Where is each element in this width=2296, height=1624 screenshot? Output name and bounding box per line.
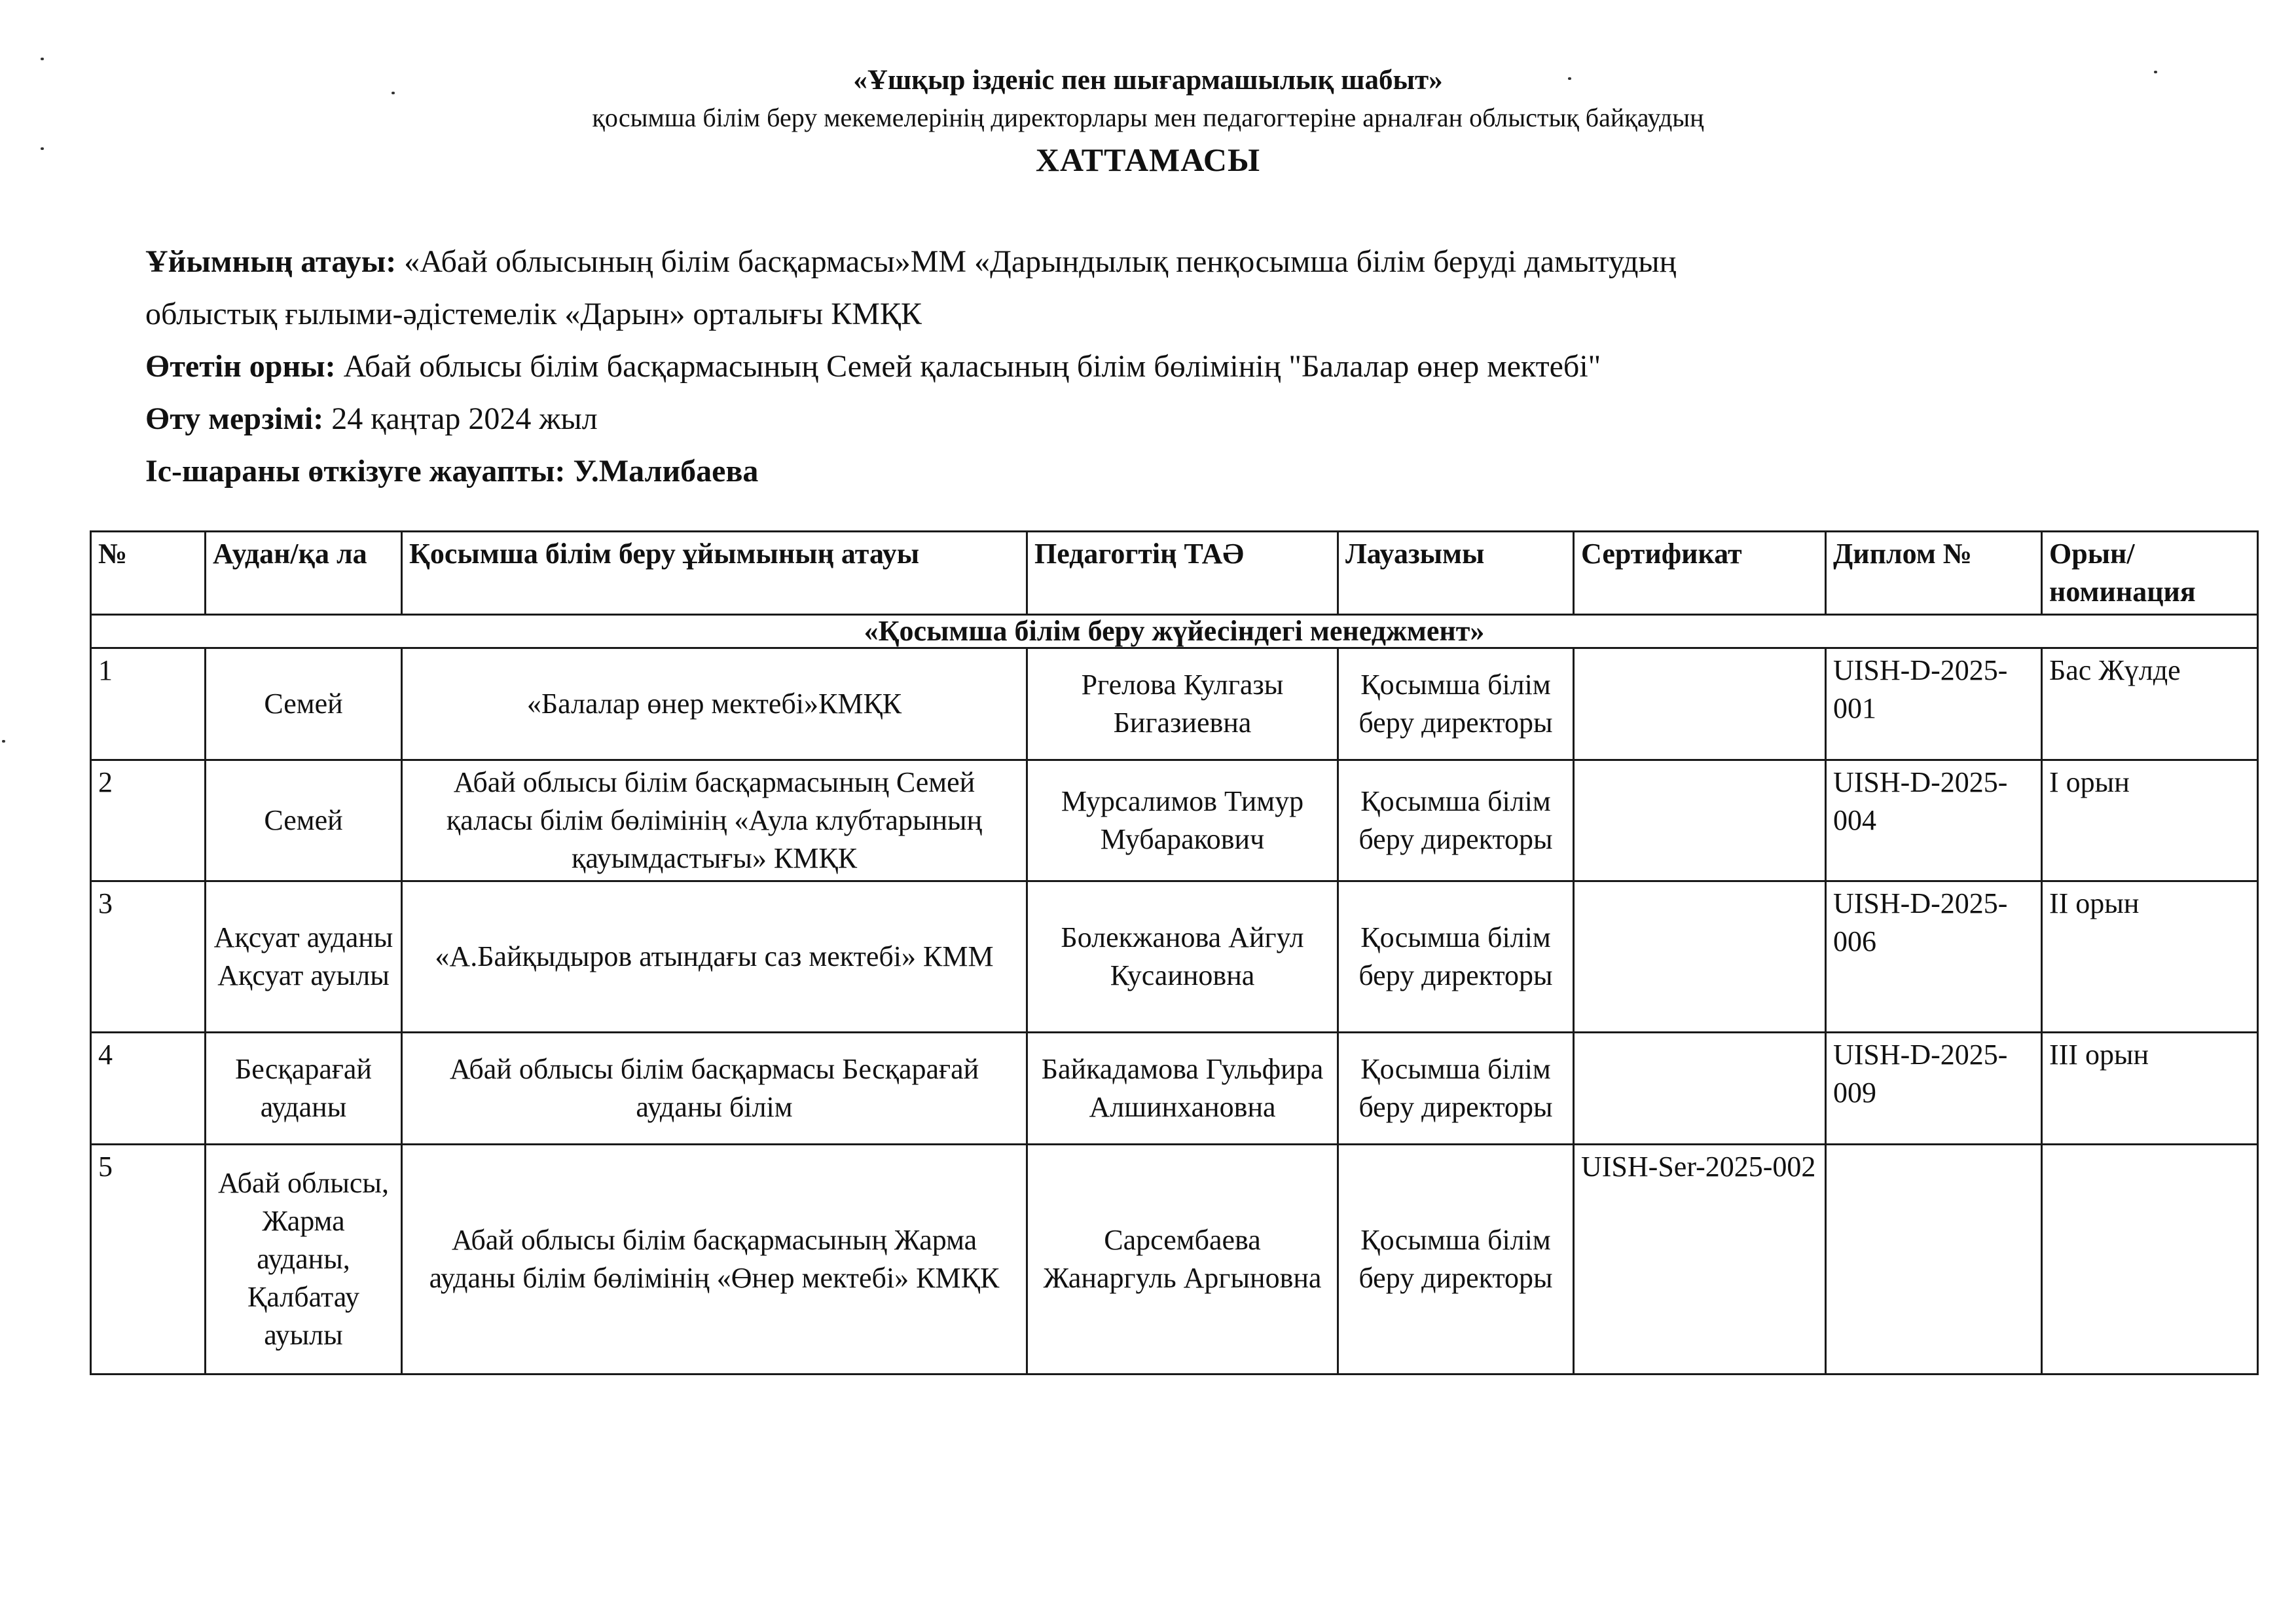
- cell-certificate: [1574, 648, 1826, 760]
- cell-certificate: UISH-Ser-2025-002: [1574, 1145, 1826, 1375]
- cell-certificate: [1574, 760, 1826, 881]
- place-label: Өтетін орны:: [145, 349, 336, 384]
- cell-district: Семей: [206, 760, 402, 881]
- organization-label: Ұйымның атауы:: [145, 244, 397, 279]
- table-row: [91, 1145, 2258, 1375]
- cell-certificate: [1574, 881, 1826, 1033]
- header-number: №: [91, 532, 206, 615]
- place-value: Абай облысы білім басқармасының Семей қаласының білім бөлімінің "Балалар өнер мектебі": [343, 349, 1601, 384]
- responsible-row: [145, 445, 2175, 498]
- organization-value-line2: облыстық ғылыми-әдістемелік «Дарын» орталығы КМҚК: [145, 297, 922, 331]
- date-value: 24 қаңтар 2024 жыл: [331, 401, 598, 436]
- cell-teacher-name: Болекжанова Айгул Кусаиновна: [1027, 881, 1338, 1033]
- scan-speck: [2, 740, 5, 743]
- cell-organization: Абай облысы білім басқармасының Жарма ауданы білім бөлімінің «Өнер мектебі» КМҚК: [402, 1145, 1027, 1375]
- section-row: [91, 615, 2258, 648]
- cell-place: ІІ орын: [2042, 881, 2258, 1033]
- place-row: [145, 341, 2175, 393]
- cell-organization: «Балалар өнер мектебі»КМҚК: [402, 648, 1027, 760]
- event-info: [145, 236, 2175, 498]
- cell-position: Қосымша білім беру директоры: [1338, 648, 1574, 760]
- header-certificate: Сертификат: [1574, 532, 1826, 615]
- header-diploma: Диплом №: [1826, 532, 2042, 615]
- scan-speck: [41, 58, 44, 60]
- organization-row-continued: [145, 288, 2175, 341]
- cell-district: Абай облысы, Жарма ауданы, Қалбатау ауылы: [206, 1145, 402, 1375]
- cell-teacher-name: Сарсембаева Жанаргуль Аргыновна: [1027, 1145, 1338, 1375]
- table-row: [91, 881, 2258, 1033]
- organization-row: [145, 236, 2175, 288]
- cell-number: 4: [91, 1033, 206, 1145]
- cell-organization: Абай облысы білім басқармасының Семей қаласы білім бөлімінің «Аула клубтарының қауымдастығы» КМҚК: [402, 760, 1027, 881]
- date-label: Өту мерзімі:: [145, 401, 324, 436]
- cell-diploma: [1826, 1145, 2042, 1375]
- cell-place: І орын: [2042, 760, 2258, 881]
- cell-position: Қосымша білім беру директоры: [1338, 1145, 1574, 1375]
- cell-diploma: UISH-D-2025-001: [1826, 648, 2042, 760]
- cell-position: Қосымша білім беру директоры: [1338, 881, 1574, 1033]
- cell-diploma: UISH-D-2025-006: [1826, 881, 2042, 1033]
- cell-certificate: [1574, 1033, 1826, 1145]
- document-title: ХАТТАМАСЫ: [1035, 141, 1261, 178]
- responsible-value: У.Малибаева: [573, 454, 759, 489]
- cell-place: ІІІ орын: [2042, 1033, 2258, 1145]
- document-header: [0, 62, 2296, 183]
- table-row: [91, 760, 2258, 881]
- contest-subtitle: қосымша білім беру мекемелерінің директорлары мен педагогтеріне арналған облыстық байқаудың: [592, 103, 1704, 132]
- table-row: [91, 1033, 2258, 1145]
- cell-district: Ақсуат ауданы Ақсуат ауылы: [206, 881, 402, 1033]
- date-row: [145, 393, 2175, 445]
- header-position: Лауазымы: [1338, 532, 1574, 615]
- contest-title: «Ұшқыр ізденіс пен шығармашылық шабыт»: [853, 65, 1443, 96]
- cell-number: 3: [91, 881, 206, 1033]
- cell-position: Қосымша білім беру директоры: [1338, 760, 1574, 881]
- cell-diploma: UISH-D-2025-009: [1826, 1033, 2042, 1145]
- cell-district: Семей: [206, 648, 402, 760]
- cell-teacher-name: Мурсалимов Тимур Мубаракович: [1027, 760, 1338, 881]
- header-organization: Қосымша білім беру ұйымының атауы: [402, 532, 1027, 615]
- cell-teacher-name: Ргелова Кулгазы Бигазиевна: [1027, 648, 1338, 760]
- responsible-label: Іс-шараны өткізуге жауапты:: [145, 454, 566, 489]
- cell-diploma: UISH-D-2025-004: [1826, 760, 2042, 881]
- header-district: Аудан/қа ла: [206, 532, 402, 615]
- cell-position: Қосымша білім беру директоры: [1338, 1033, 1574, 1145]
- table-row: [91, 648, 2258, 760]
- cell-organization: Абай облысы білім басқармасы Бесқарағай ауданы білім: [402, 1033, 1027, 1145]
- cell-place: [2042, 1145, 2258, 1375]
- header-place: Орын/ номинация: [2042, 532, 2258, 615]
- cell-number: 2: [91, 760, 206, 881]
- section-title: «Қосымша білім беру жүйесіндегі менеджмент»: [91, 615, 2258, 648]
- cell-organization: «А.Байқыдыров атындағы саз мектебі» КММ: [402, 881, 1027, 1033]
- header-teacher-name: Педагогтің ТАӘ: [1027, 532, 1338, 615]
- cell-teacher-name: Байкадамова Гульфира Алшинхановна: [1027, 1033, 1338, 1145]
- cell-number: 1: [91, 648, 206, 760]
- cell-place: Бас Жүлде: [2042, 648, 2258, 760]
- results-table: [90, 530, 2259, 1375]
- table-header-row: [91, 532, 2258, 615]
- organization-value-line1: «Абай облысының білім басқармасы»ММ «Дарындылық пенқосымша білім беруді дамытудың: [404, 244, 1677, 279]
- cell-district: Бесқарағай ауданы: [206, 1033, 402, 1145]
- cell-number: 5: [91, 1145, 206, 1375]
